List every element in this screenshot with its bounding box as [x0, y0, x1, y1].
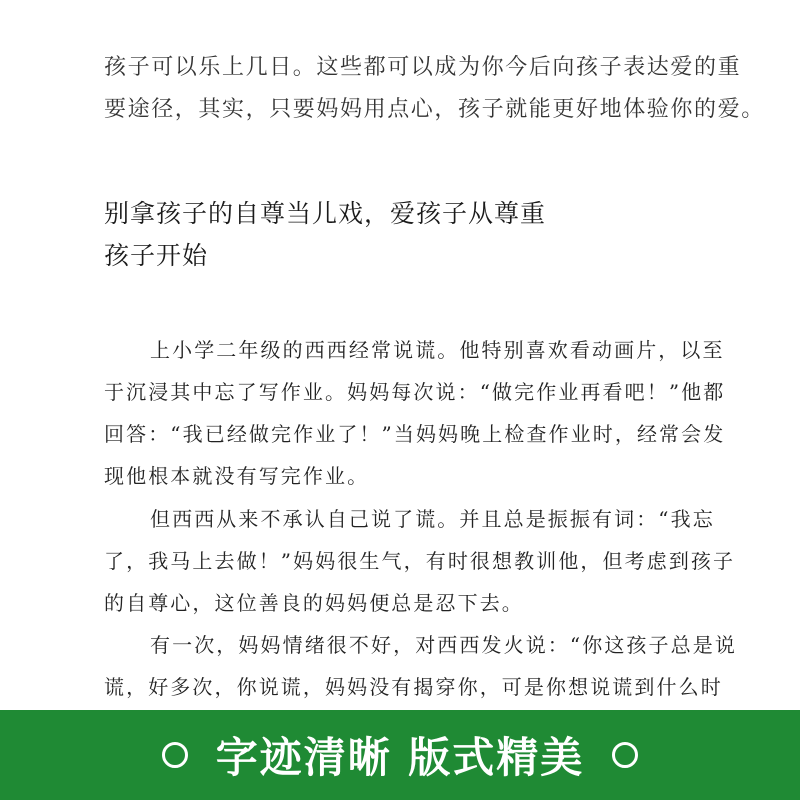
- circle-left-icon: [162, 742, 188, 768]
- body-paragraph-1-line-3: 回答：“我已经做完作业了！”当妈妈晚上检查作业时，经常会发: [104, 422, 726, 446]
- circle-right-icon: [612, 742, 638, 768]
- body-paragraph-2-line-1: 但西西从来不承认自己说了谎。并且总是振振有词：“我忘: [150, 507, 715, 531]
- body-paragraph-3-line-1: 有一次，妈妈情绪很不好，对西西发火说：“你这孩子总是说: [150, 633, 737, 657]
- body-paragraph-1-line-4: 现他根本就没有写完作业。: [104, 464, 370, 488]
- body-paragraph-2-line-3: 的自尊心，这位善良的妈妈便总是忍下去。: [104, 591, 524, 615]
- intro-line-1: 孩子可以乐上几日。这些都可以成为你今后向孩子表达爱的重: [104, 55, 742, 80]
- body-paragraph-1-line-1: 上小学二年级的西西经常说谎。他特别喜欢看动画片，以至: [150, 338, 725, 362]
- intro-line-2: 要途径，其实，只要妈妈用点心，孩子就能更好地体验你的爱。: [104, 97, 765, 122]
- body-paragraph-1-line-2: 于沉浸其中忘了写作业。妈妈每次说：“做完作业再看吧！”他都: [104, 380, 726, 404]
- body-paragraph-2-line-2: 了，我马上去做！”妈妈很生气，有时很想教训他，但考虑到孩子: [104, 549, 736, 573]
- section-heading-line-1: 别拿孩子的自尊当儿戏，爱孩子从尊重: [104, 199, 547, 228]
- body-paragraph-3-line-2: 谎，好多次，你说谎，妈妈没有揭穿你，可是你想说谎到什么时: [104, 675, 723, 699]
- section-heading-line-2: 孩子开始: [104, 241, 209, 270]
- promo-banner: [0, 710, 800, 800]
- banner-text: 字迹清晰 版式精美: [215, 733, 585, 782]
